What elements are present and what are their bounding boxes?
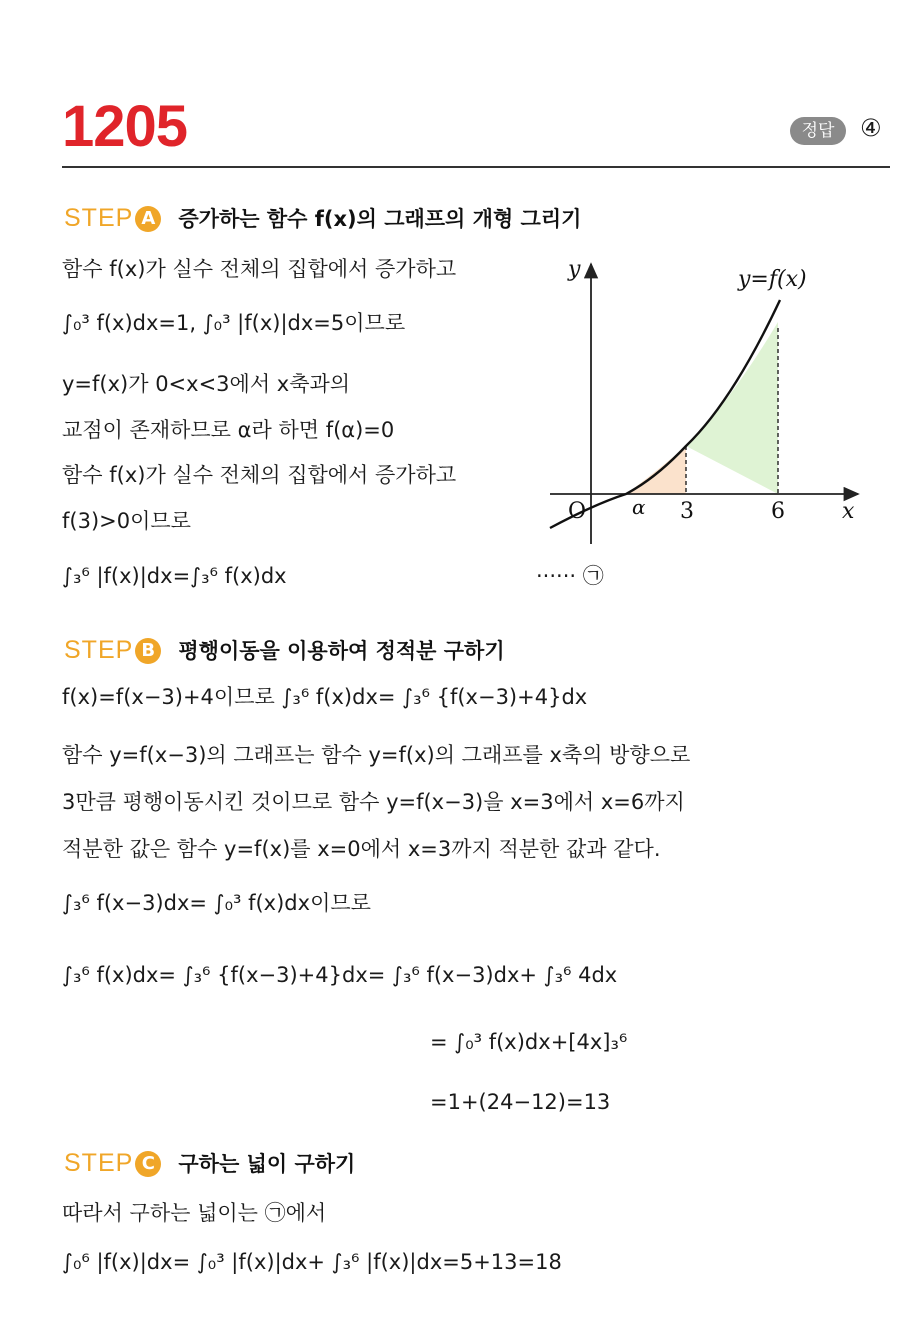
step-c-line-2: ∫₀⁶ |f(x)|dx= ∫₀³ |f(x)|dx+ ∫₃⁶ |f(x)|dx=5+13=18 xyxy=(62,1250,562,1274)
step-a-line-6: f(3)>0이므로 xyxy=(62,509,191,533)
step-c-letter: C xyxy=(135,1151,161,1177)
answer-value: ④ xyxy=(860,114,882,142)
step-b-title: 평행이동을 이용하여 정적분 구하기 xyxy=(178,639,505,663)
problem-number: 1205 xyxy=(62,94,188,159)
step-a-title: 증가하는 함수 f(x)의 그래프의 개형 그리기 xyxy=(178,207,582,231)
answer-badge: 정답 xyxy=(790,117,846,145)
step-b-label: STEP xyxy=(64,636,134,664)
step-a-line-7: ∫₃⁶ |f(x)|dx=∫₃⁶ f(x)dx xyxy=(62,564,287,588)
step-b-letter: B xyxy=(135,638,161,664)
step-a-line-3: y=f(x)가 0<x<3에서 x축과의 xyxy=(62,372,351,396)
header-divider xyxy=(62,166,890,168)
equation-marker: ······ ㉠ xyxy=(536,564,604,588)
shaded-region-alpha-3 xyxy=(626,446,686,494)
origin-label: O xyxy=(568,499,587,524)
function-graph xyxy=(540,252,880,552)
y-axis-label: y xyxy=(568,257,581,282)
step-c-title: 구하는 넓이 구하기 xyxy=(178,1152,356,1176)
step-b-line-6: ∫₃⁶ f(x)dx= ∫₃⁶ {f(x−3)+4}dx= ∫₃⁶ f(x−3)dx+ ∫₃⁶ 4dx xyxy=(62,963,618,987)
step-a-heading xyxy=(64,203,581,233)
step-c-line-1: 따라서 구하는 넓이는 ㉠에서 xyxy=(62,1201,327,1225)
step-a-line-2: ∫₀³ f(x)dx=1, ∫₀³ |f(x)|dx=5이므로 xyxy=(62,311,406,335)
x-axis-label: x xyxy=(842,499,855,524)
step-b-line-7: = ∫₀³ f(x)dx+[4x]₃⁶ xyxy=(430,1030,628,1054)
step-b-line-3: 3만큼 평행이동시킨 것이므로 함수 y=f(x−3)을 x=3에서 x=6까지 xyxy=(62,790,685,814)
step-b-heading xyxy=(64,635,505,665)
step-a-line-1: 함수 f(x)가 실수 전체의 집합에서 증가하고 xyxy=(62,257,457,281)
step-a-letter: A xyxy=(135,206,161,232)
step-b-line-8: =1+(24−12)=13 xyxy=(430,1090,611,1114)
curve-label: y=f(x) xyxy=(738,267,807,292)
step-b-line-5: ∫₃⁶ f(x−3)dx= ∫₀³ f(x)dx이므로 xyxy=(62,891,371,915)
tick-alpha: α xyxy=(632,495,646,519)
step-b-line-2: 함수 y=f(x−3)의 그래프는 함수 y=f(x)의 그래프를 x축의 방향으로 xyxy=(62,743,691,767)
step-b-line-4: 적분한 값은 함수 y=f(x)를 x=0에서 x=3까지 적분한 값과 같다. xyxy=(62,837,661,861)
tick-3: 3 xyxy=(680,499,694,524)
step-a-line-4: 교점이 존재하므로 α라 하면 f(α)=0 xyxy=(62,418,395,442)
step-b-line-1: f(x)=f(x−3)+4이므로 ∫₃⁶ f(x)dx= ∫₃⁶ {f(x−3)+4}dx xyxy=(62,685,588,709)
shaded-region-3-6 xyxy=(686,322,778,494)
step-c-label: STEP xyxy=(64,1149,134,1177)
tick-6: 6 xyxy=(771,499,785,524)
step-a-label: STEP xyxy=(64,204,134,232)
step-a-line-5: 함수 f(x)가 실수 전체의 집합에서 증가하고 xyxy=(62,463,457,487)
step-c-heading xyxy=(64,1148,355,1178)
